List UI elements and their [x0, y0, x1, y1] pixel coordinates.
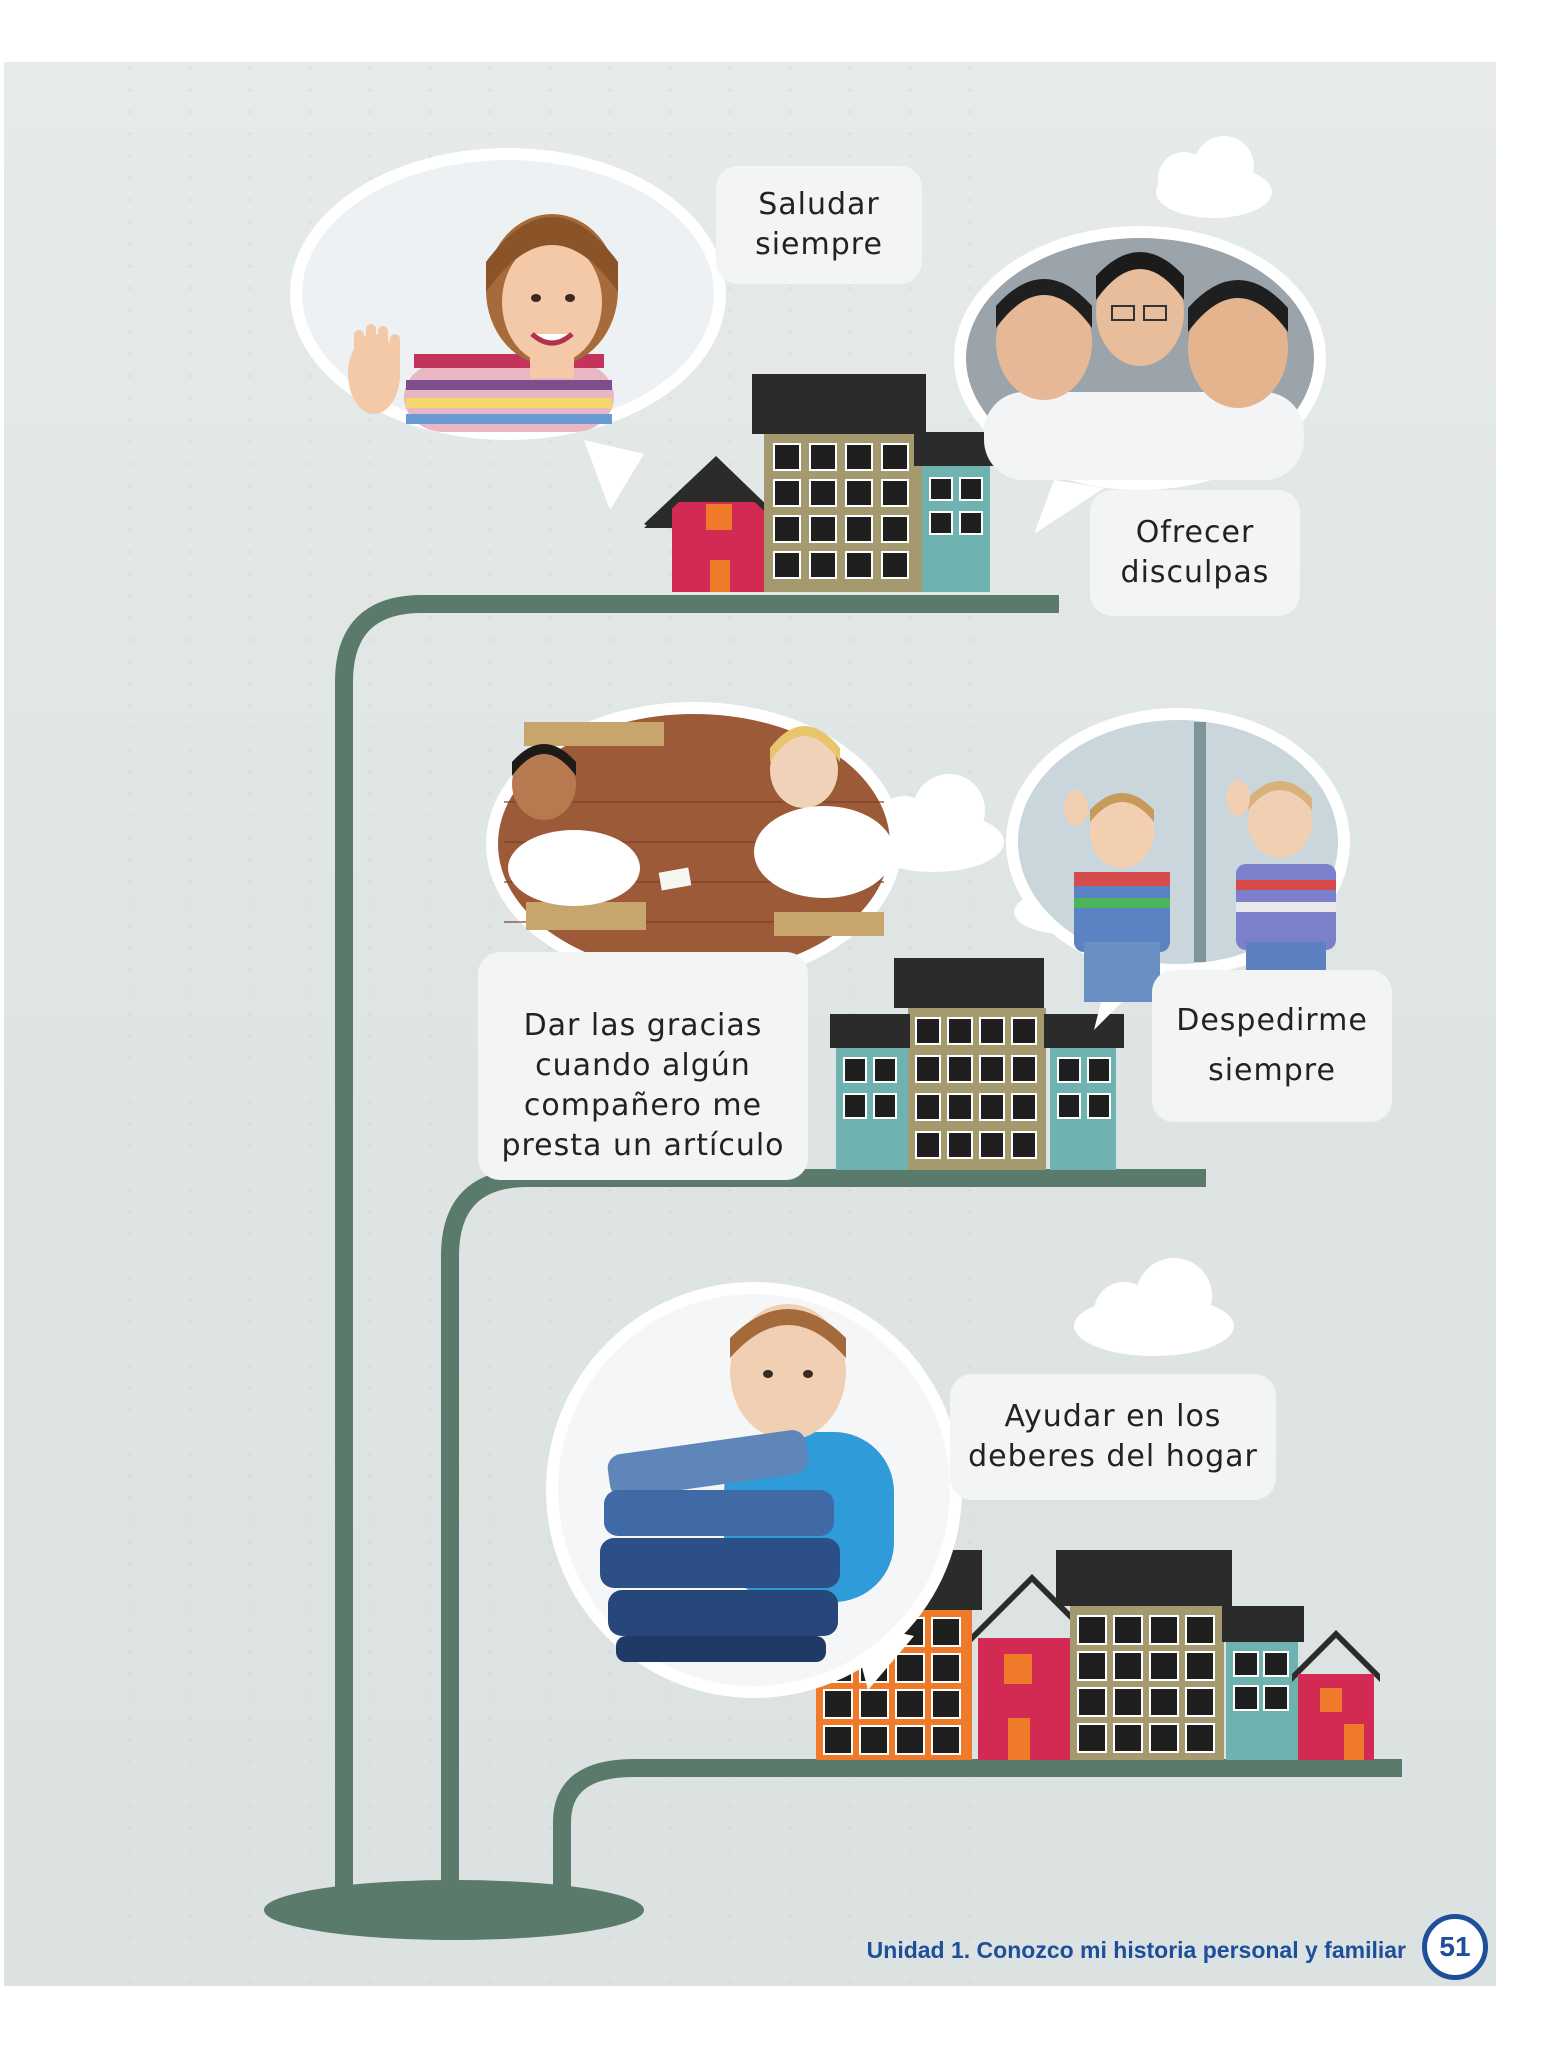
- building-window: [948, 1094, 972, 1120]
- page-background: [4, 62, 1496, 1986]
- building-window: [916, 1132, 940, 1158]
- building-window: [882, 516, 908, 542]
- building-window: [1114, 1688, 1142, 1716]
- building-window: [846, 480, 872, 506]
- building-window: [960, 512, 982, 534]
- label-saludar: Saludar siempre: [716, 166, 922, 284]
- building-window: [874, 1094, 896, 1118]
- building-window: [860, 1690, 888, 1718]
- building-window: [882, 552, 908, 578]
- tree-base: [264, 1880, 644, 1940]
- building-window: [1150, 1688, 1178, 1716]
- building-window: [860, 1726, 888, 1754]
- label-ayudar: Ayudar en los deberes del hogar: [950, 1374, 1276, 1500]
- building-window: [846, 552, 872, 578]
- building-window: [1078, 1652, 1106, 1680]
- building-window: [844, 1094, 866, 1118]
- building-window: [774, 480, 800, 506]
- building-window: [810, 516, 836, 542]
- building-window: [932, 1618, 960, 1646]
- building-window: [1150, 1724, 1178, 1752]
- label-despedirme: Despedirme siempre: [1152, 970, 1392, 1122]
- building-window: [980, 1018, 1004, 1044]
- cloud: [1074, 1258, 1234, 1356]
- cloud: [1156, 136, 1272, 218]
- building-window: [1078, 1616, 1106, 1644]
- building-window: [916, 1094, 940, 1120]
- building-window: [1186, 1724, 1214, 1752]
- building-window: [810, 480, 836, 506]
- building-window: [1150, 1652, 1178, 1680]
- building-window: [1012, 1132, 1036, 1158]
- building-window: [932, 1690, 960, 1718]
- building-window: [844, 1058, 866, 1082]
- building-window: [980, 1132, 1004, 1158]
- building-window: [1012, 1056, 1036, 1082]
- building-window: [774, 444, 800, 470]
- building-window: [774, 516, 800, 542]
- building-window: [1186, 1616, 1214, 1644]
- building-window: [1186, 1688, 1214, 1716]
- building-window: [1234, 1652, 1258, 1676]
- building-window: [882, 480, 908, 506]
- building-window: [1114, 1724, 1142, 1752]
- building-window: [846, 516, 872, 542]
- building-window: [1264, 1686, 1288, 1710]
- building-window: [960, 478, 982, 500]
- building-window: [896, 1654, 924, 1682]
- building-window: [824, 1690, 852, 1718]
- page-number-badge: 51: [1422, 1914, 1488, 1980]
- building-window: [1114, 1652, 1142, 1680]
- building-window: [1058, 1058, 1080, 1082]
- label-gracias: Dar las gracias cuando algún compañero me presta un artículo: [478, 952, 808, 1180]
- building-window: [1186, 1652, 1214, 1680]
- building-window: [810, 444, 836, 470]
- building-window: [1058, 1094, 1080, 1118]
- building-window: [1078, 1724, 1106, 1752]
- building-window: [948, 1056, 972, 1082]
- building-window: [1088, 1058, 1110, 1082]
- building-window: [932, 1726, 960, 1754]
- building-window: [980, 1094, 1004, 1120]
- building-window: [896, 1726, 924, 1754]
- jeans-pile: [600, 1428, 840, 1662]
- building-window: [1114, 1616, 1142, 1644]
- building-window: [896, 1690, 924, 1718]
- building-window: [774, 552, 800, 578]
- photo-bubble-apologizing: [954, 226, 1326, 534]
- building-window: [882, 444, 908, 470]
- building-window: [916, 1056, 940, 1082]
- building-window: [1088, 1094, 1110, 1118]
- building-window: [948, 1132, 972, 1158]
- building-window: [810, 552, 836, 578]
- unit-footer-text: Unidad 1. Conozco mi historia personal y familiar: [866, 1937, 1406, 1963]
- building-window: [846, 444, 872, 470]
- building-window: [874, 1058, 896, 1082]
- building-window: [916, 1018, 940, 1044]
- building-window: [930, 512, 952, 534]
- building-window: [824, 1726, 852, 1754]
- building-window: [1150, 1616, 1178, 1644]
- building-window: [1012, 1018, 1036, 1044]
- building-window: [948, 1018, 972, 1044]
- building-window: [1234, 1686, 1258, 1710]
- photo-bubble-chores: [546, 1282, 962, 1698]
- label-disculpas: Ofrecer disculpas: [1090, 490, 1300, 616]
- building-window: [980, 1056, 1004, 1082]
- building-window: [1078, 1688, 1106, 1716]
- building-window: [1012, 1094, 1036, 1120]
- building-window: [1264, 1652, 1288, 1676]
- photo-bubble-sharing: [486, 702, 902, 986]
- building-window: [930, 478, 952, 500]
- building-window: [932, 1654, 960, 1682]
